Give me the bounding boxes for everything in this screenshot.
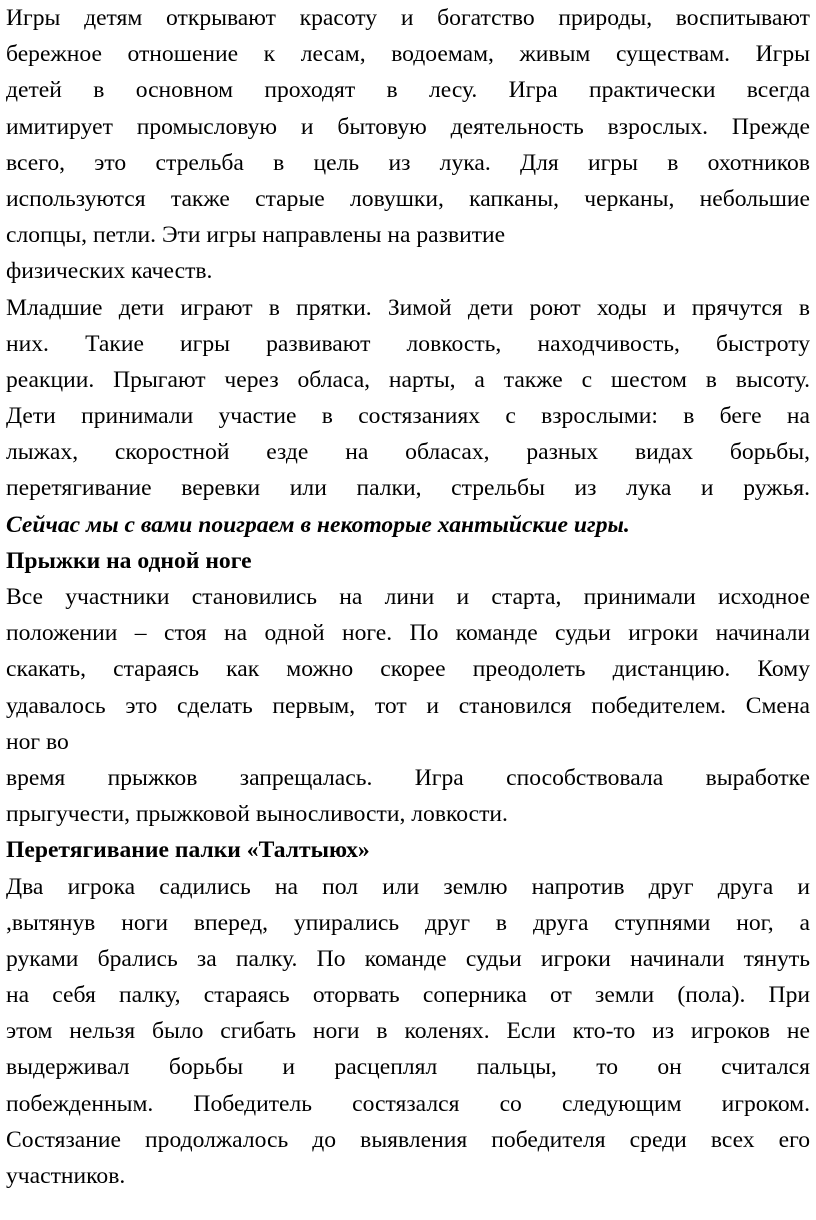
text-line: слопцы, петли. Эти игры направлены на развитие [6,222,506,249]
text-line: физических качеств. [6,258,213,285]
paragraph-intro [6,0,810,290]
text-line: Состязание продолжалось до выявления победителя среди всех его [6,1126,810,1153]
text-line: скакать, стараясь как можно скорее преодолеть дистанцию. Кому [6,656,810,683]
text-line: участников. [6,1163,126,1189]
text-line: выдерживал борьбы и расцеплял пальцы, то он считался [6,1054,810,1081]
text-line: Дети принимали участие в состязаниях с взрослыми: в беге на [6,403,810,430]
text-line: реакции. Прыгают через обласа, нарты, а также с шестом в высоту. [6,366,810,393]
text-line: Два игрока садились на пол или землю напротив друг друга и [6,873,810,900]
text-line: на себя палку, стараясь оторвать соперника от земли (пола). При [6,982,810,1009]
text-line: бережное отношение к лесам, водоемам, живым существам. Игры [6,41,810,68]
text-line: детей в основном проходят в лесу. Игра практически всегда [6,77,810,104]
paragraph-stick-pulling [6,869,810,1195]
text-line: Все участники становились на лини и старта, принимали исходное [6,584,810,610]
document-page [6,0,810,1194]
section-heading-stick-pulling: Перетягивание палки «Талтыюх» [6,837,370,864]
text-line: положении – стоя на одной ноге. По команде судьи игроки начинали [6,620,810,647]
text-line: имитирует промысловую и бытовую деятельность взрослых. Прежде [6,113,810,140]
section-heading-one-leg-jumps: Прыжки на одной ноге [6,547,252,574]
paragraph-one-leg-jumps [6,579,810,832]
text-line: ног во [6,728,69,755]
text-line: лыжах, скоростной езде на обласах, разных видах борьбы, [6,439,810,466]
text-line: них. Такие игры развивают ловкость, находчивость, быстроту [6,330,810,357]
text-line: прыгучести, прыжковой выносливости, ловкости. [6,801,508,828]
text-line: удавалось это сделать первым, тот и становился победителем. Смена [6,692,810,719]
text-line: Младшие дети играют в прятки. Зимой дети роют ходы и прячутся в [6,294,810,321]
text-line: время прыжков запрещалась. Игра способствовала выработке [6,764,810,791]
intro-italic-text: Сейчас мы с вами поиграем в некоторые хантыйские игры. [6,511,630,538]
text-line: используются также старые ловушки, капканы, черканы, небольшие [6,185,810,212]
text-line: этом нельзя было сгибать ноги в коленях. Если кто-то из игроков не [6,1018,810,1045]
text-line: побежденным. Победитель состязался со следующим игроком. [6,1090,810,1117]
paragraph-young-children [6,290,810,507]
text-line: Игры детям открывают красоту и богатство природы, воспитывают [6,5,810,31]
text-line: ,вытянув ноги вперед, упирались друг в друга ступнями ног, а [6,909,810,936]
text-line: руками брались за палку. По команде судьи игроки начинали тянуть [6,945,810,972]
text-line: всего, это стрельба в цель из лука. Для игры в охотников [6,149,810,176]
text-line: перетягивание веревки или палки, стрельбы из лука и ружья. [6,475,810,502]
